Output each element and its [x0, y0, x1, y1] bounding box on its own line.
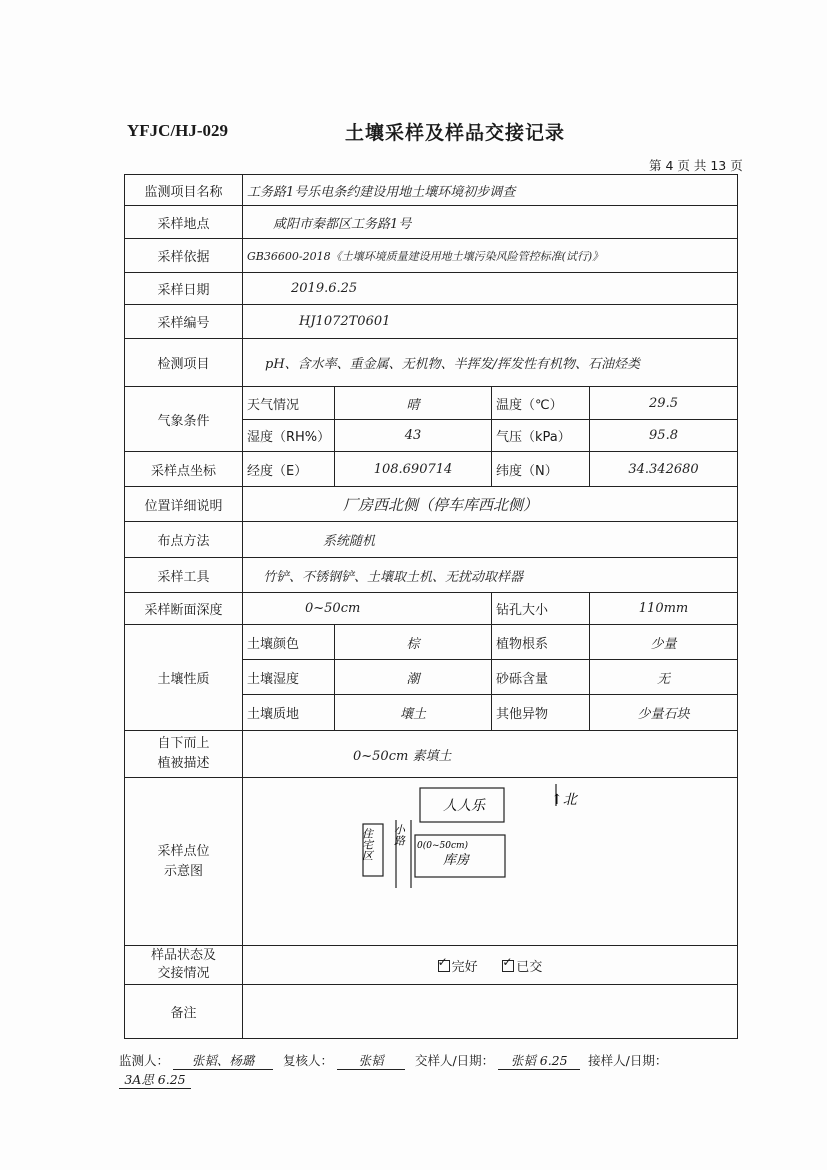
receiver-signature: 3A思 6.25 — [119, 1070, 191, 1089]
sketch-label-left: 住宅区 — [360, 828, 374, 861]
status-value — [243, 946, 738, 985]
humidity-value: 43 — [335, 420, 492, 452]
longitude-label: 经度（E） — [243, 452, 335, 487]
location-label: 采样地点 — [125, 206, 243, 239]
sender-signature: 张韬 6.25 — [498, 1051, 580, 1070]
status-option-handed-over: 已交 — [516, 959, 543, 975]
status-label-line2: 交接情况 — [157, 966, 210, 981]
monitor-label: 监测人： — [119, 1053, 170, 1068]
method-label: 布点方法 — [125, 522, 243, 558]
status-option-intact: 完好 — [451, 959, 478, 975]
roots-label: 植物根系 — [492, 625, 590, 660]
temperature-label: 温度（℃） — [492, 387, 590, 420]
remarks-value — [243, 985, 738, 1039]
longitude-value: 108.690714 — [335, 452, 492, 487]
sketch-label-people: 人人乐 — [443, 798, 485, 814]
sketch-label-line2: 示意图 — [163, 863, 203, 879]
latitude-value: 34.342680 — [590, 452, 738, 487]
tools-value: 竹铲、不锈钢铲、土壤取土机、无扰动取样器 — [243, 558, 738, 593]
row-date — [125, 273, 738, 305]
row-basis — [125, 239, 738, 273]
sketch-label-line1: 采样点位 — [157, 843, 210, 859]
row-vegetation — [125, 731, 738, 778]
checkbox-intact-icon[interactable] — [438, 960, 450, 972]
latitude-label: 纬度（N） — [492, 452, 590, 487]
project-name-value: 工务路1号乐电条约建设用地土壤环境初步调查 — [243, 175, 738, 206]
depth-label: 采样断面深度 — [125, 593, 243, 625]
date-value: 2019.6.25 — [243, 273, 738, 305]
pressure-label: 气压（kPa） — [492, 420, 590, 452]
sketch-label — [125, 778, 243, 946]
soil-texture-value: 壤土 — [335, 695, 492, 731]
remarks-label: 备注 — [125, 985, 243, 1039]
row-remarks — [125, 985, 738, 1039]
vegetation-label-line1: 自下而上 — [157, 736, 210, 751]
soil-label: 土壤性质 — [125, 625, 243, 731]
sketch-label-road: 小路 — [392, 824, 406, 846]
row-items — [125, 339, 738, 387]
row-position — [125, 487, 738, 522]
method-value: 系统随机 — [243, 522, 738, 558]
receiver-label: 接样人/日期： — [588, 1053, 668, 1068]
other-value: 少量石块 — [590, 695, 738, 731]
reviewer-signature: 张韬 — [337, 1051, 405, 1070]
row-depth — [125, 593, 738, 625]
row-project-name — [125, 175, 738, 206]
sketch-cell — [243, 778, 738, 946]
sketch-point-note: 0(0~50cm) — [417, 841, 469, 851]
document-code: YFJC/HJ-029 — [127, 121, 229, 140]
row-tools — [125, 558, 738, 593]
gravel-label: 砂砾含量 — [492, 660, 590, 695]
roots-value: 少量 — [590, 625, 738, 660]
monitor-signature: 张韬、杨璐 — [173, 1051, 273, 1070]
humidity-label: 湿度（RH%） — [243, 420, 335, 452]
basis-label: 采样依据 — [125, 239, 243, 273]
soil-color-label: 土壤颜色 — [243, 625, 335, 660]
sample-no-value: HJ1072T0601 — [243, 305, 738, 339]
row-method — [125, 522, 738, 558]
bore-value: 110mm — [590, 593, 738, 625]
status-label — [125, 946, 243, 985]
soil-moisture-label: 土壤湿度 — [243, 660, 335, 695]
project-name-label: 监测项目名称 — [125, 175, 243, 206]
basis-value: GB36600-2018《土壤环境质量建设用地土壤污染风险管控标准(试行)》 — [243, 239, 738, 273]
depth-value: 0~50cm — [243, 593, 492, 625]
checkbox-handed-over-icon[interactable] — [502, 960, 514, 972]
bore-label: 钻孔大小 — [492, 593, 590, 625]
sampling-record-form — [124, 174, 738, 1039]
north-label: ↑北 — [551, 792, 577, 808]
row-location — [125, 206, 738, 239]
vegetation-label-line2: 植被描述 — [157, 756, 210, 771]
page-number: 第 4 页 共 13 页 — [649, 158, 743, 173]
vegetation-value: 0~50cm 素填土 — [243, 731, 738, 778]
temperature-value: 29.5 — [590, 387, 738, 420]
position-value: 厂房西北侧（停车库西北侧） — [243, 487, 738, 522]
document-title: 土壤采样及样品交接记录 — [345, 122, 566, 144]
coords-label: 采样点坐标 — [125, 452, 243, 487]
row-soil-1 — [125, 625, 738, 660]
soil-moisture-value: 潮 — [335, 660, 492, 695]
sender-label: 交样人/日期： — [414, 1053, 495, 1068]
row-sketch — [125, 778, 738, 946]
tools-label: 采样工具 — [125, 558, 243, 593]
row-weather-1 — [125, 387, 738, 420]
row-sample-no — [125, 305, 738, 339]
weather-condition-value: 晴 — [335, 387, 492, 420]
status-label-line1: 样品状态及 — [150, 948, 216, 963]
sample-no-label: 采样编号 — [125, 305, 243, 339]
site-sketch — [243, 778, 738, 945]
soil-texture-label: 土壤质地 — [243, 695, 335, 731]
weather-label: 气象条件 — [125, 387, 243, 452]
gravel-value: 无 — [590, 660, 738, 695]
sketch-label-factory: 库房 — [443, 853, 470, 868]
location-value: 咸阳市秦都区工务路1号 — [243, 206, 738, 239]
items-value: pH、含水率、重金属、无机物、半挥发/挥发性有机物、石油烃类 — [243, 339, 738, 387]
weather-condition-label: 天气情况 — [243, 387, 335, 420]
row-status — [125, 946, 738, 985]
other-label: 其他异物 — [492, 695, 590, 731]
row-coords — [125, 452, 738, 487]
items-label: 检测项目 — [125, 339, 243, 387]
signature-footer — [119, 1051, 739, 1089]
vegetation-label — [125, 731, 243, 778]
date-label: 采样日期 — [125, 273, 243, 305]
reviewer-label: 复核人： — [282, 1053, 333, 1068]
pressure-value: 95.8 — [590, 420, 738, 452]
position-label: 位置详细说明 — [125, 487, 243, 522]
soil-color-value: 棕 — [335, 625, 492, 660]
